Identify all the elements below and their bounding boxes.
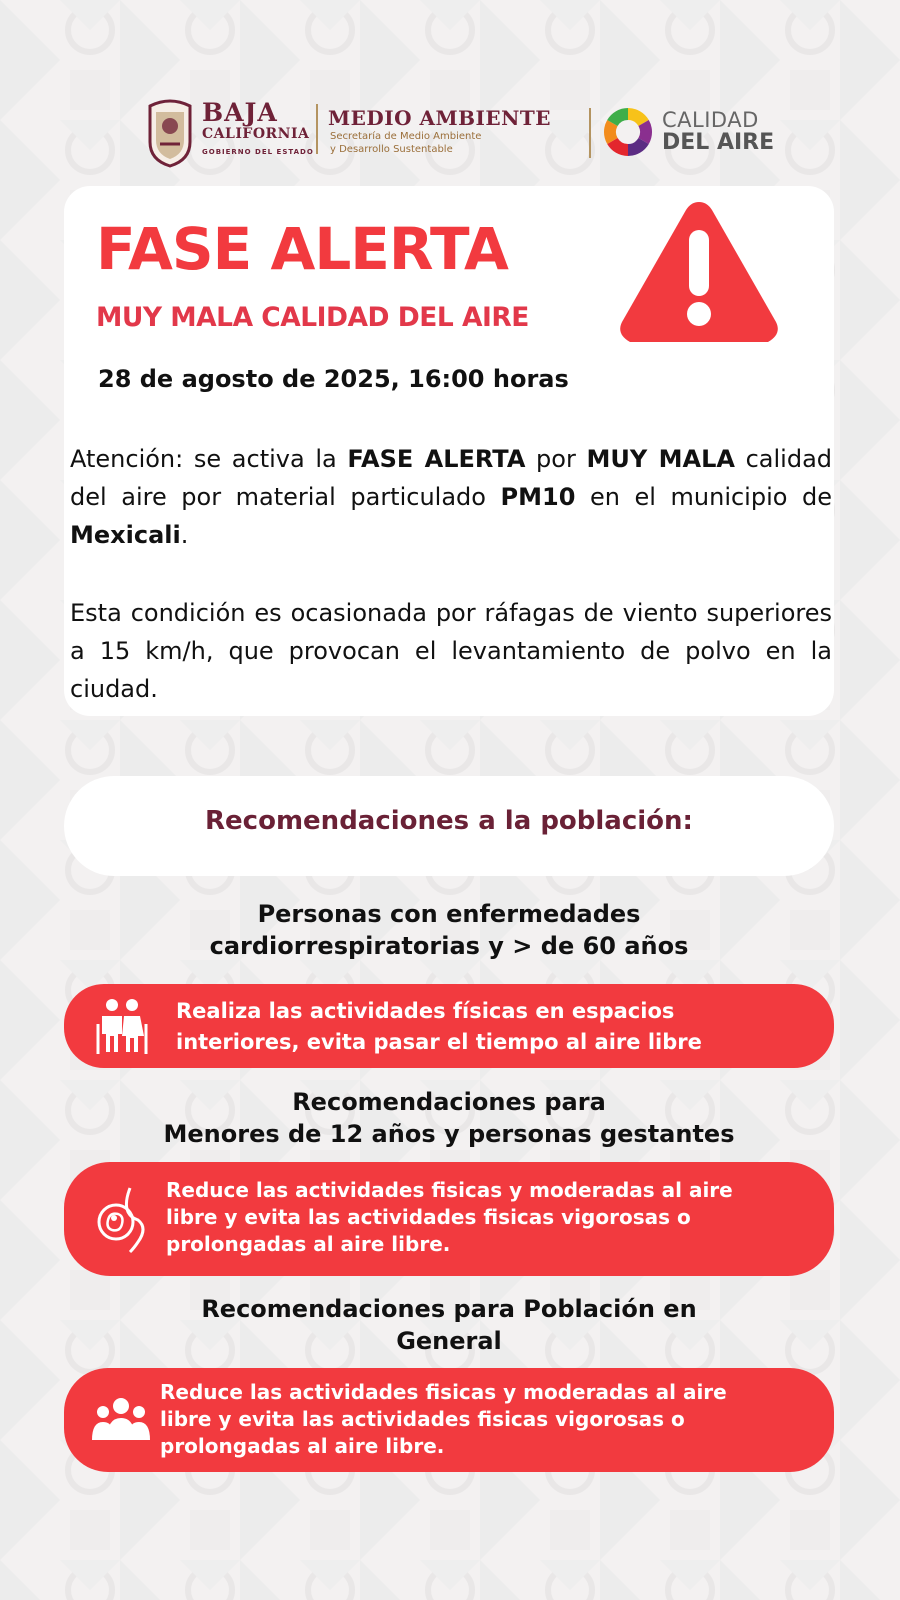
p1-text: por bbox=[525, 445, 587, 473]
group-title-line: Personas con enfermedades bbox=[257, 900, 641, 928]
p1-mexicali: Mexicali bbox=[70, 521, 181, 549]
baja-california-wordmark bbox=[202, 100, 309, 141]
p1-text: . bbox=[180, 521, 189, 549]
alert-subtitle: MUY MALA CALIDAD DEL AIRE bbox=[96, 302, 529, 333]
group-title-line: General bbox=[396, 1327, 502, 1355]
cda-line1: CALIDAD bbox=[662, 108, 759, 132]
calidad-del-aire-wordmark bbox=[662, 110, 774, 154]
recommendation-band-general bbox=[64, 1368, 834, 1472]
cda-line2: DEL AIRE bbox=[662, 130, 775, 155]
pregnant-person-icon bbox=[90, 1184, 156, 1254]
recommendation-text bbox=[176, 996, 796, 1058]
recommendation-line: Reduce las actividades fisicas y moderadas al aire bbox=[166, 1178, 733, 1202]
calidad-del-aire-logo-icon bbox=[602, 106, 654, 158]
group-title-vulnerable bbox=[64, 898, 834, 962]
medio-ambiente-subtitle bbox=[330, 130, 481, 156]
p1-text: calidad del aire por material particulado bbox=[70, 445, 833, 511]
alert-title: FASE ALERTA bbox=[96, 215, 508, 283]
elderly-couple-icon bbox=[94, 996, 152, 1056]
recommendation-text bbox=[160, 1379, 810, 1460]
group-title-children-pregnant bbox=[64, 1086, 834, 1150]
header-divider bbox=[589, 108, 591, 158]
recommendation-line: Reduce las actividades fisicas y moderadas al aire bbox=[160, 1380, 727, 1404]
recommendation-line: libre y evita las actividades fisicas vigorosas o bbox=[166, 1205, 691, 1229]
alert-paragraph-2: Esta condición es ocasionada por ráfagas de viento superiores a 15 km/h, que provocan el levantamiento de polvo en la ciudad. bbox=[70, 599, 832, 703]
p1-text: Atención: se activa la bbox=[70, 445, 348, 473]
recommendation-band-vulnerable bbox=[64, 984, 834, 1068]
people-group-icon bbox=[92, 1396, 150, 1442]
ma-sub-line1: Secretaría de Medio Ambiente bbox=[330, 131, 482, 142]
recommendations-title: Recomendaciones a la población: bbox=[205, 806, 693, 836]
warning-triangle-icon bbox=[616, 196, 782, 348]
recommendation-text bbox=[166, 1177, 806, 1258]
ma-sub-line2: y Desarrollo Sustentable bbox=[330, 144, 453, 155]
group-title-line: cardiorrespiratorias y > de 60 años bbox=[209, 932, 689, 960]
recommendation-line: prolongadas al aire libre. bbox=[160, 1434, 445, 1458]
header-divider bbox=[316, 104, 318, 154]
group-title-general bbox=[64, 1293, 834, 1357]
p1-text: en el municipio de bbox=[575, 483, 832, 511]
group-title-line: Menores de 12 años y personas gestantes bbox=[163, 1120, 735, 1148]
recommendation-line: libre y evita las actividades fisicas vigorosas o bbox=[160, 1407, 685, 1431]
group-title-line: Recomendaciones para bbox=[292, 1088, 606, 1116]
group-title-line: Recomendaciones para Población en bbox=[201, 1295, 697, 1323]
p1-muy-mala: MUY MALA bbox=[586, 445, 735, 473]
bc-line2: CALIFORNIA bbox=[202, 126, 310, 142]
header-logos bbox=[140, 92, 780, 172]
p1-pm10: PM10 bbox=[500, 483, 576, 511]
recommendation-line: Realiza las actividades físicas en espacios bbox=[176, 999, 675, 1023]
gobierno-label: GOBIERNO DEL ESTADO bbox=[202, 148, 314, 156]
alert-paragraph-1 bbox=[70, 440, 832, 554]
p1-fase-alerta: FASE ALERTA bbox=[347, 445, 526, 473]
recommendation-band-children-pregnant bbox=[64, 1162, 834, 1276]
medio-ambiente-title: MEDIO AMBIENTE bbox=[328, 106, 552, 130]
alert-date: 28 de agosto de 2025, 16:00 horas bbox=[98, 365, 569, 393]
bc-line1: BAJA bbox=[202, 98, 278, 127]
baja-california-seal-icon bbox=[144, 96, 196, 168]
recommendation-line: prolongadas al aire libre. bbox=[166, 1232, 451, 1256]
recommendation-line: interiores, evita pasar el tiempo al aire libre bbox=[176, 1030, 702, 1054]
